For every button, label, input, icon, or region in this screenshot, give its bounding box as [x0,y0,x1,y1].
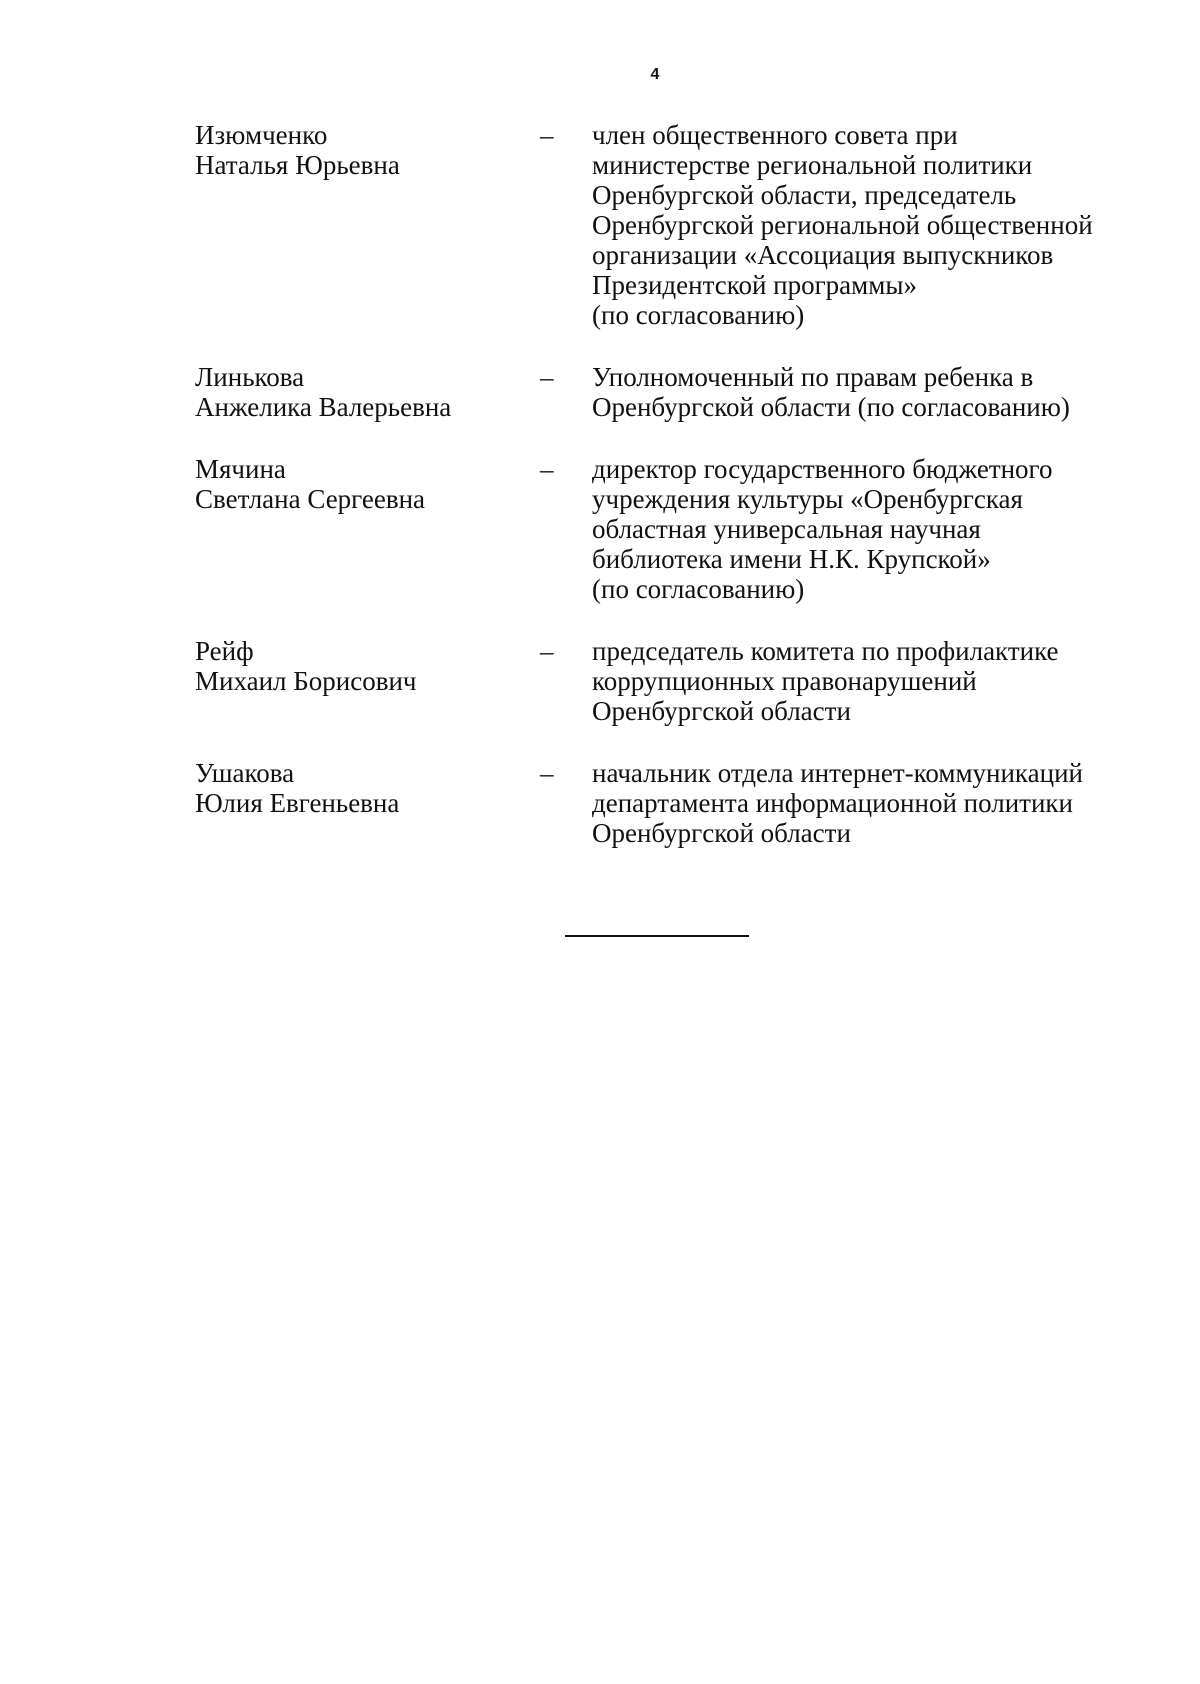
member-name: Линькова Анжелика Валерьевна [195,362,452,422]
member-name: Изюмченко Наталья Юрьевна [195,120,400,180]
member-dash: – [540,454,554,484]
member-dash: – [540,758,554,788]
member-name: Рейф Михаил Борисович [195,636,417,696]
end-of-list-rule [565,935,749,937]
member-row [195,454,1155,604]
member-name: Ушакова Юлия Евгеньевна [195,758,400,818]
member-dash: – [540,120,554,150]
member-dash: – [540,636,554,666]
member-list [195,120,1155,848]
page-number: 4 [650,66,660,83]
member-role: начальник отдела интернет-коммуникаций департамента информационной политики Оренбургской области [592,758,1083,848]
member-row [195,758,1155,848]
member-role: председатель комитета по профилактике коррупционных правонарушений Оренбургской области [592,636,1059,726]
member-name: Мячина Светлана Сергеевна [195,454,426,514]
member-role: Уполномоченный по правам ребенка в Оренбургской области (по согласованию) [592,362,1070,422]
member-row [195,120,1155,330]
member-role: директор государственного бюджетного учреждения культуры «Оренбургская областная универсальная научная библиотека имени Н.К. Крупской» (по согласованию) [592,454,1053,604]
member-row [195,636,1155,726]
member-row [195,362,1155,422]
member-role: член общественного совета при министерстве региональной политики Оренбургской области, председатель Оренбургской региональной общественной организации «Ассоциация выпускников Президентской программы» (по согласованию) [592,120,1093,330]
member-dash: – [540,362,554,392]
